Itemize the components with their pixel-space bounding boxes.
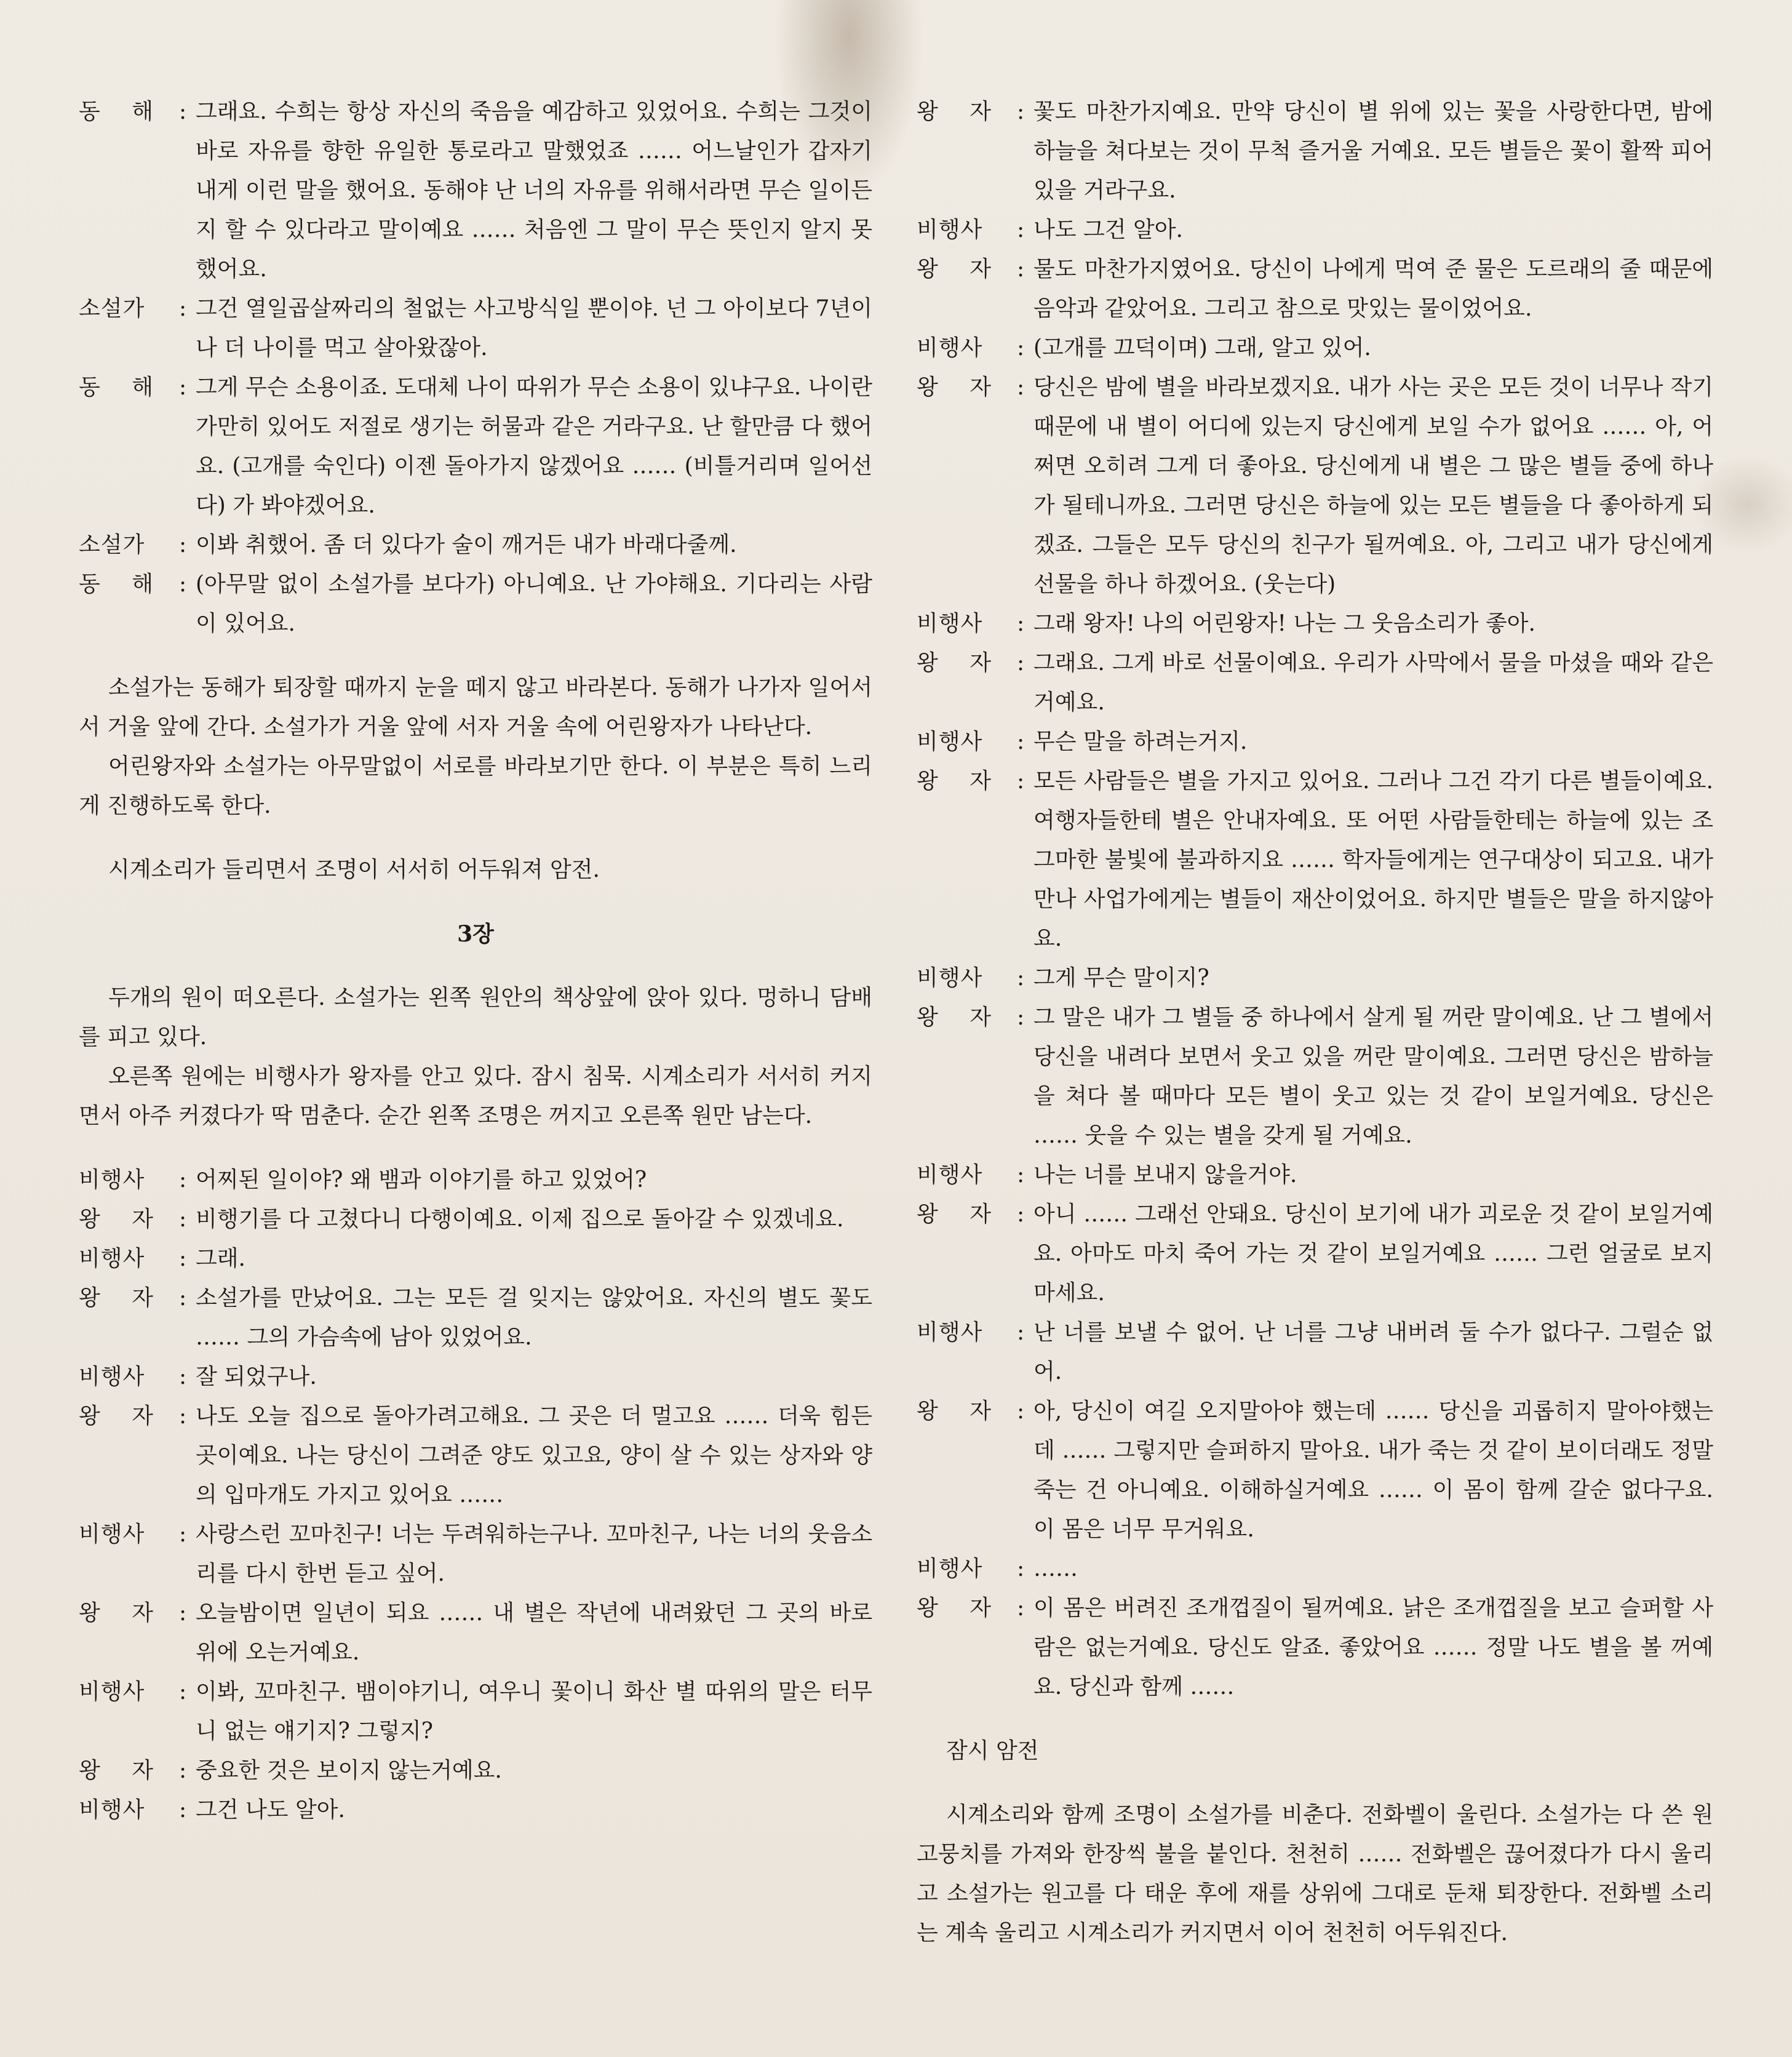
- speaker-name: 왕 자: [917, 1596, 1003, 1621]
- dialogue-line: [917, 1195, 1713, 1313]
- dialogue-text: 그 말은 내가 그 별들 중 하나에서 살게 될 꺼란 말이예요. 난 그 별에서 당신을 내려다 보면서 웃고 있을 꺼란 말이예요. 그러면 당신은 밤하늘을 쳐다 볼 때마다 모든 별이 웃고 있는 것 같이 보일거예요. 당신은 …… 웃을 수 있는 별을 갖게 될 거예요.: [1033, 1005, 1713, 1148]
- speaker-name: 비행사: [79, 1246, 145, 1271]
- dialogue-line: [79, 368, 872, 525]
- scene-heading: 3장: [457, 921, 494, 947]
- speaker-separator: :: [179, 532, 187, 557]
- dialogue-text: 소설가를 만났어요. 그는 모든 걸 잊지는 않았어요. 자신의 별도 꽃도 …… 그의 가슴속에 남아 있었어요.: [196, 1285, 872, 1350]
- speaker-name: 비행사: [79, 1522, 145, 1547]
- dialogue-line: [917, 1589, 1713, 1707]
- stage-direction: 시계소리와 함께 조명이 소설가를 비춘다. 전화벨이 울린다. 소설가는 다 쓴 원고뭉치를 가져와 한장씩 불을 붙인다. 천천히 …… 전화벨은 끊어졌다가 다시 울리고 소설가는 원고를 다 태운 후에 재를 상위에 그대로 둔채 퇴장한다. 전화벨 소리는 계속 울리고 시계소리가 커지면서 이어 천천히 어두워진다.: [917, 1802, 1713, 1946]
- speaker-name: 왕 자: [79, 1758, 165, 1783]
- dialogue-text: 그게 무슨 말이지?: [1033, 965, 1209, 991]
- speaker-separator: :: [1017, 1399, 1025, 1424]
- dialogue-line: [917, 722, 1713, 762]
- speaker-separator: :: [1017, 1596, 1025, 1621]
- dialogue-text: 나도 오늘 집으로 돌아가려고해요. 그 곳은 더 멀고요 …… 더욱 힘든 곳이예요. 나는 당신이 그려준 양도 있고요, 양이 살 수 있는 상자와 양의 입마개도 가지고 있어요 ……: [196, 1404, 872, 1508]
- speaker-name: 왕 자: [917, 1202, 1003, 1227]
- dialogue-text: (아무말 없이 소설가를 보다가) 아니예요. 난 가야해요. 기다리는 사람이 있어요.: [196, 572, 872, 636]
- speaker-separator: :: [1017, 335, 1025, 361]
- speaker-name: 비행사: [79, 1679, 145, 1704]
- dialogue-line: [917, 329, 1713, 368]
- dialogue-text: 아니 …… 그래선 안돼요. 당신이 보기에 내가 괴로운 것 같이 보일거예요. 아마도 마치 죽어 가는 것 같이 보일거예요 …… 그런 얼굴로 보지마세요.: [1033, 1202, 1713, 1306]
- speaker-name: 비행사: [917, 965, 983, 991]
- speaker-separator: :: [1017, 965, 1025, 991]
- speaker-separator: :: [1017, 1556, 1025, 1581]
- dialogue-text: 이봐, 꼬마친구. 뱀이야기니, 여우니 꽃이니 화산 별 따위의 말은 터무니 없는 얘기지? 그렇지?: [196, 1679, 872, 1744]
- dialogue-text: 모든 사람들은 별을 가지고 있어요. 그러나 그건 각기 다른 별들이예요. 여행자들한테 별은 안내자예요. 또 어떤 사람들한테는 하늘에 있는 조그마한 불빛에 불과하지요 …… 학자들에게는 연구대상이 되고요. 내가 만나 사업가에게는 별들이 재산이었어요. 하지만 별들은 말을 하지않아요.: [1033, 769, 1713, 951]
- dialogue-text: (고개를 끄덕이며) 그래, 알고 있어.: [1033, 335, 1371, 361]
- speaker-name: 비행사: [917, 729, 983, 754]
- speaker-separator: :: [179, 99, 187, 124]
- speaker-name: 동 해: [79, 99, 165, 124]
- dialogue-line: [917, 1156, 1713, 1195]
- speaker-separator: :: [1017, 375, 1025, 400]
- speaker-name: 비행사: [917, 611, 983, 636]
- dialogue-block: [79, 92, 872, 644]
- speaker-separator: :: [179, 1167, 187, 1192]
- dialogue-line: [79, 565, 872, 644]
- stage-direction: 오른쪽 원에는 비행사가 왕자를 안고 있다. 잠시 침묵. 시계소리가 서서히 커지면서 아주 커졌다가 딱 멈춘다. 순간 왼쪽 조명은 꺼지고 오른쪽 원만 남는다.: [79, 1064, 872, 1128]
- speaker-separator: :: [179, 1246, 187, 1271]
- speaker-name: 비행사: [917, 1162, 983, 1188]
- speaker-name: 왕 자: [917, 1005, 1003, 1030]
- speaker-separator: :: [1017, 1320, 1025, 1345]
- dialogue-line: [79, 1239, 872, 1279]
- dialogue-text: 이봐 취했어. 좀 더 있다가 술이 깨거든 내가 바래다줄께.: [196, 532, 737, 557]
- dialogue-line: [79, 92, 872, 289]
- dialogue-block: [917, 92, 1713, 1707]
- dialogue-block: [79, 1160, 872, 1830]
- left-column: [79, 92, 872, 1830]
- dialogue-text: 꽃도 마찬가지예요. 만약 당신이 별 위에 있는 꽃을 사랑한다면, 밤에 하늘을 쳐다보는 것이 무척 즐거울 거예요. 모든 별들은 꽃이 활짝 피어 있을 거라구요.: [1033, 99, 1713, 203]
- dialogue-line: [79, 525, 872, 565]
- stage-direction: 소설가는 동해가 퇴장할 때까지 눈을 떼지 않고 바라본다. 동해가 나가자 일어서서 거울 앞에 간다. 소설가가 거울 앞에 서자 거울 속에 어린왕자가 나타난다.: [79, 675, 872, 740]
- speaker-name: 비행사: [917, 1320, 983, 1345]
- speaker-separator: :: [1017, 217, 1025, 242]
- speaker-name: 왕 자: [917, 257, 1003, 282]
- stage-direction: 어린왕자와 소설가는 아무말없이 서로를 바라보기만 한다. 이 부분은 특히 느리게 진행하도록 한다.: [79, 754, 872, 818]
- speaker-separator: :: [1017, 1162, 1025, 1188]
- speaker-separator: :: [179, 1522, 187, 1547]
- dialogue-text: 무슨 말을 하려는거지.: [1033, 729, 1248, 754]
- dialogue-line: [917, 998, 1713, 1156]
- speaker-separator: :: [179, 1758, 187, 1783]
- dialogue-text: 난 너를 보낼 수 없어. 난 너를 그냥 내버려 둘 수가 없다구. 그럴순 없어.: [1033, 1320, 1713, 1384]
- speaker-separator: :: [179, 296, 187, 321]
- speaker-separator: :: [179, 1679, 187, 1704]
- speaker-separator: :: [179, 1404, 187, 1429]
- dialogue-text: 오늘밤이면 일년이 되요 …… 내 별은 작년에 내려왔던 그 곳의 바로 위에 오는거예요.: [196, 1600, 872, 1665]
- dialogue-line: [79, 1279, 872, 1357]
- dialogue-line: [79, 1160, 872, 1200]
- dialogue-line: [79, 1672, 872, 1751]
- dialogue-text: 그래요. 수희는 항상 자신의 죽음을 예감하고 있었어요. 수희는 그것이 바로 자유를 향한 유일한 통로라고 말했었죠 …… 어느날인가 갑자기 내게 이런 말을 했어요. 동해야 난 너의 자유를 위해서라면 무슨 일이든지 할 수 있다라고 말이예요 …… 처음엔 그 말이 무슨 뜻인지 알지 못했어요.: [196, 99, 872, 282]
- speaker-separator: :: [1017, 257, 1025, 282]
- speaker-name: 왕 자: [917, 99, 1003, 124]
- stage-direction: 시계소리가 들리면서 조명이 서서히 어두워져 암전.: [108, 857, 600, 882]
- speaker-name: 동 해: [79, 572, 165, 597]
- speaker-name: 비행사: [79, 1364, 145, 1389]
- speaker-separator: :: [179, 1364, 187, 1389]
- dialogue-text: 비행기를 다 고쳤다니 다행이예요. 이제 집으로 돌아갈 수 있겠네요.: [196, 1207, 844, 1232]
- dialogue-text: ……: [1033, 1556, 1078, 1581]
- speaker-name: 왕 자: [79, 1285, 165, 1311]
- dialogue-text: 이 몸은 버려진 조개껍질이 될꺼예요. 낡은 조개껍질을 보고 슬퍼할 사람은 없는거예요. 당신도 알죠. 좋았어요 …… 정말 나도 별을 볼 꺼예요. 당신과 함께 ……: [1033, 1596, 1713, 1700]
- dialogue-line: [79, 1515, 872, 1594]
- speaker-name: 왕 자: [79, 1600, 165, 1626]
- speaker-separator: :: [179, 1600, 187, 1626]
- dialogue-text: 잘 되었구나.: [196, 1364, 317, 1389]
- speaker-name: 소설가: [79, 296, 145, 321]
- dialogue-line: [917, 959, 1713, 998]
- speaker-name: 소설가: [79, 532, 145, 557]
- dialogue-text: 그건 나도 알아.: [196, 1797, 345, 1823]
- speaker-separator: :: [1017, 769, 1025, 794]
- speaker-separator: :: [1017, 611, 1025, 636]
- speaker-separator: :: [1017, 1202, 1025, 1227]
- dialogue-line: [917, 210, 1713, 250]
- speaker-name: 동 해: [79, 375, 165, 400]
- speaker-name: 왕 자: [917, 650, 1003, 676]
- dialogue-text: 그게 무슨 소용이죠. 도대체 나이 따위가 무슨 소용이 있냐구요. 나이란 가만히 있어도 저절로 생기는 허물과 같은 거라구요. 난 할만큼 다 했어요. (고개를 숙인다) 이젠 돌아가지 않겠어요 …… (비틀거리며 일어선다) 가 봐야겠어요.: [196, 375, 872, 518]
- speaker-name: 비행사: [79, 1167, 145, 1192]
- speaker-name: 왕 자: [917, 769, 1003, 794]
- dialogue-line: [79, 1791, 872, 1830]
- dialogue-line: [917, 92, 1713, 210]
- stage-direction: 잠시 암전: [946, 1738, 1039, 1763]
- dialogue-text: 그래 왕자! 나의 어린왕자! 나는 그 웃음소리가 좋아.: [1033, 611, 1536, 636]
- speaker-separator: :: [179, 375, 187, 400]
- dialogue-line: [917, 644, 1713, 722]
- speaker-name: 비행사: [917, 1556, 983, 1581]
- speaker-name: 비행사: [917, 335, 983, 361]
- dialogue-text: 나도 그건 알아.: [1033, 217, 1183, 242]
- speaker-name: 왕 자: [917, 375, 1003, 400]
- dialogue-line: [917, 250, 1713, 329]
- speaker-separator: :: [179, 1285, 187, 1311]
- dialogue-line: [79, 289, 872, 368]
- speaker-name: 왕 자: [79, 1207, 165, 1232]
- dialogue-line: [917, 1549, 1713, 1589]
- speaker-name: 왕 자: [79, 1404, 165, 1429]
- dialogue-text: 중요한 것은 보이지 않는거예요.: [196, 1758, 502, 1783]
- speaker-separator: :: [1017, 99, 1025, 124]
- speaker-separator: :: [1017, 729, 1025, 754]
- dialogue-text: 물도 마찬가지였어요. 당신이 나에게 먹여 준 물은 도르래의 줄 때문에 음악과 같았어요. 그리고 참으로 맛있는 물이었어요.: [1033, 257, 1713, 321]
- dialogue-line: [79, 1357, 872, 1397]
- dialogue-text: 그건 열일곱살짜리의 철없는 사고방식일 뿐이야. 넌 그 아이보다 7년이나 더 나이를 먹고 살아왔잖아.: [196, 296, 872, 361]
- dialogue-text: 나는 너를 보내지 않을거야.: [1033, 1162, 1297, 1188]
- dialogue-text: 어찌된 일이야? 왜 뱀과 이야기를 하고 있었어?: [196, 1167, 647, 1192]
- speaker-separator: :: [1017, 650, 1025, 676]
- dialogue-line: [79, 1200, 872, 1239]
- dialogue-text: 그래.: [196, 1246, 245, 1271]
- dialogue-text: 그래요. 그게 바로 선물이예요. 우리가 사막에서 물을 마셨을 때와 같은 거예요.: [1033, 650, 1713, 715]
- dialogue-text: 아, 당신이 여길 오지말아야 했는데 …… 당신을 괴롭히지 말아야했는데 …… 그렇지만 슬퍼하지 말아요. 내가 죽는 것 같이 보이더래도 정말 죽는 건 아니예요. 이해하실거예요 …… 이 몸이 함께 갈순 없다구요. 이 몸은 너무 무거워요.: [1033, 1399, 1713, 1542]
- dialogue-text: 당신은 밤에 별을 바라보겠지요. 내가 사는 곳은 모든 것이 너무나 작기 때문에 내 별이 어디에 있는지 당신에게 보일 수가 없어요 …… 아, 어쩌면 오히려 그게 더 좋아요. 당신에게 내 별은 그 많은 별들 중에 하나가 될테니까요. 그러면 당신은 하늘에 있는 모든 별들을 다 좋아하게 되겠죠. 그들은 모두 당신의 친구가 될꺼예요. 아, 그리고 내가 당신에게 선물을 하나 하겠어요. (웃는다): [1033, 375, 1713, 597]
- dialogue-line: [917, 368, 1713, 604]
- dialogue-line: [917, 1392, 1713, 1549]
- speaker-name: 비행사: [917, 217, 983, 242]
- right-column: [917, 92, 1713, 1953]
- dialogue-line: [917, 762, 1713, 959]
- speaker-separator: :: [179, 572, 187, 597]
- dialogue-line: [79, 1594, 872, 1672]
- speaker-separator: :: [179, 1207, 187, 1232]
- dialogue-line: [79, 1751, 872, 1791]
- dialogue-line: [917, 1313, 1713, 1392]
- speaker-separator: :: [1017, 1005, 1025, 1030]
- dialogue-text: 사랑스런 꼬마친구! 너는 두려워하는구나. 꼬마친구, 나는 너의 웃음소리를 다시 한번 듣고 싶어.: [196, 1522, 872, 1586]
- speaker-separator: :: [179, 1797, 187, 1823]
- speaker-name: 비행사: [79, 1797, 145, 1823]
- dialogue-line: [79, 1397, 872, 1515]
- dialogue-line: [917, 604, 1713, 644]
- speaker-name: 왕 자: [917, 1399, 1003, 1424]
- stage-direction: 두개의 원이 떠오른다. 소설가는 왼쪽 원안의 책상앞에 앉아 있다. 멍하니 담배를 피고 있다.: [79, 985, 872, 1050]
